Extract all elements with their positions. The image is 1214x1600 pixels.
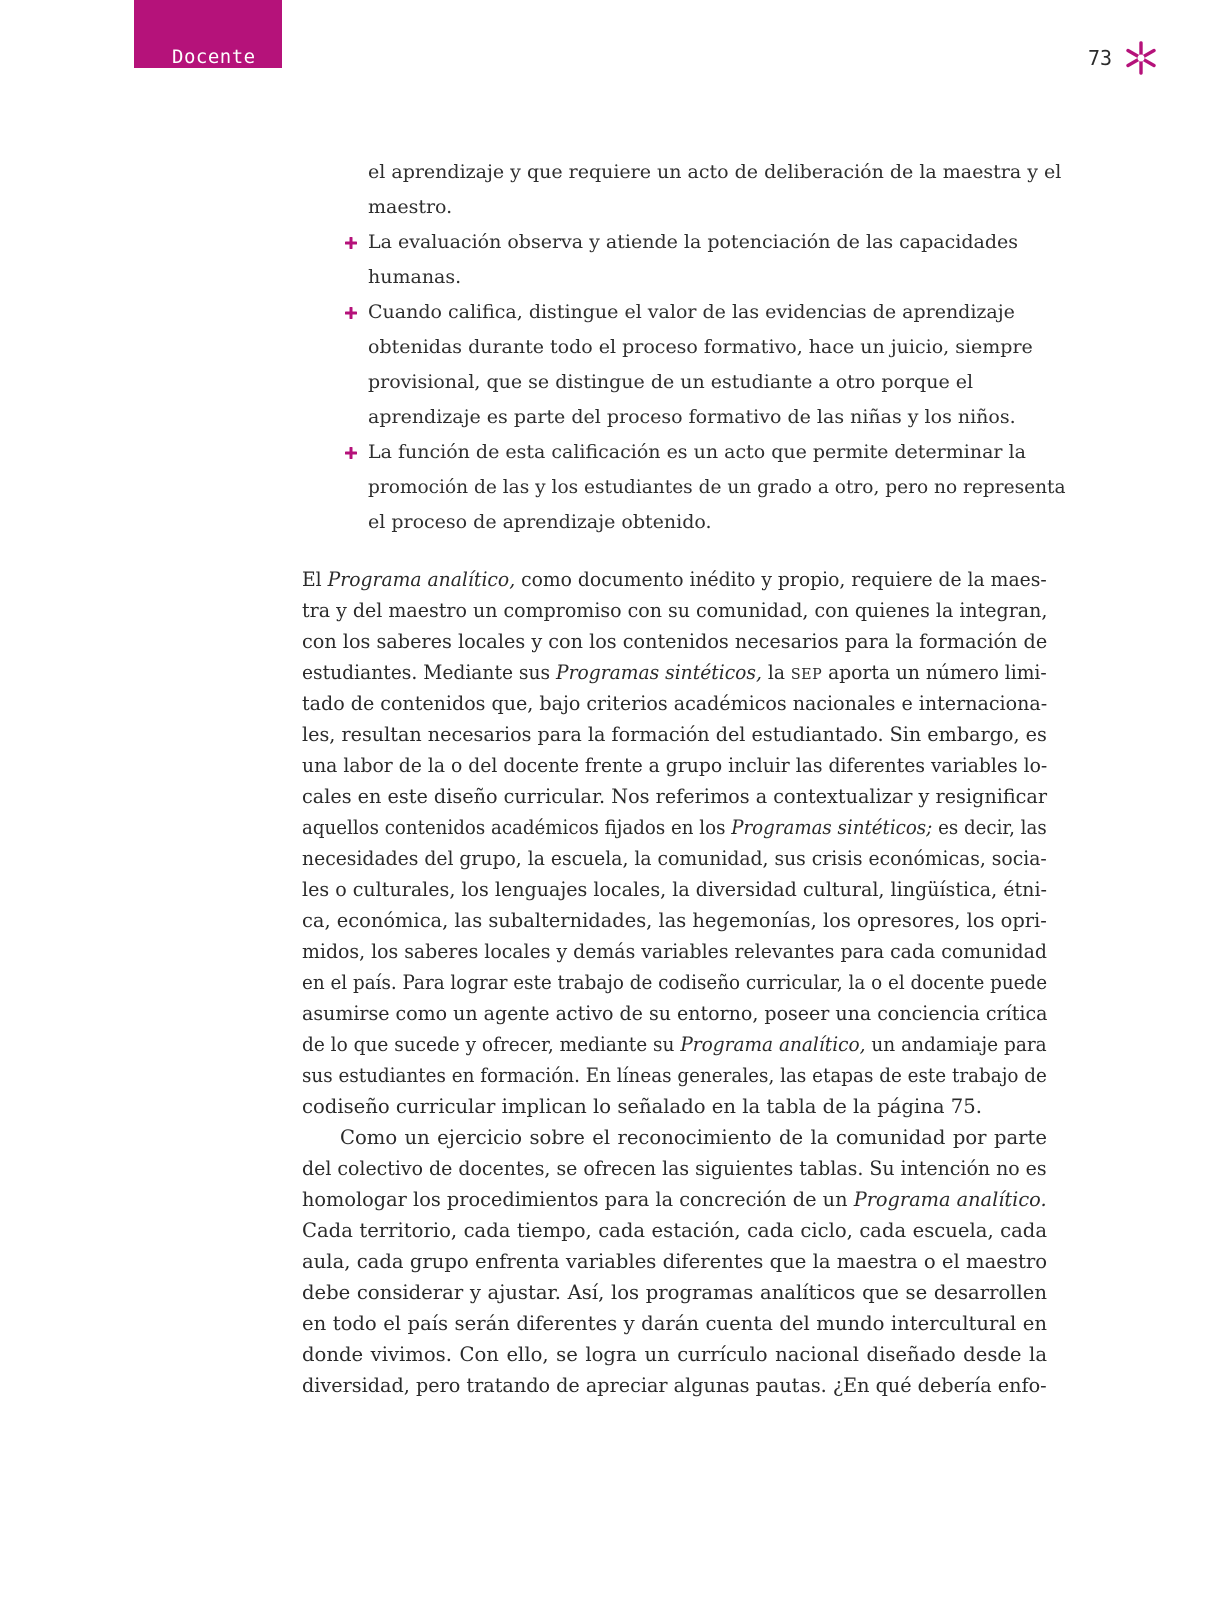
body-paragraph	[302, 564, 1047, 1122]
list-item-text: provisional, que se distingue de un estudiante a otro porque el	[368, 371, 974, 393]
list-item	[346, 225, 1066, 260]
list-item-text: Cuando califica, distingue el valor de las evidencias de aprendizaje	[368, 301, 1015, 323]
paragraph-line: cales en este diseño curricular. Nos referimos a contextualizar y resignificar	[302, 785, 1048, 808]
bullet-cross-icon	[345, 435, 359, 470]
italic-title: Programa analítico,	[327, 568, 516, 591]
list-item-text: el proceso de aprendizaje obtenido.	[368, 511, 712, 533]
paragraph-line: asumirse como un agente activo de su entorno, poseer una conciencia crítica	[302, 1002, 1048, 1025]
italic-title: Programas sintéticos,	[556, 661, 762, 684]
paragraph-line: les, resultan necesarios para la formación del estudiantado. Sin embargo, es	[302, 723, 1047, 746]
list-continuation-line: el aprendizaje y que requiere un acto de deliberación de la maestra y el	[368, 161, 1062, 183]
paragraph-line	[302, 1184, 1047, 1215]
list-item-text: La evaluación observa y atiende la potenciación de las capacidades	[368, 231, 1018, 253]
paragraph-line	[302, 564, 1047, 595]
paragraph-line: del colectivo de docentes, se ofrecen las siguientes tablas. Su intención no es	[302, 1157, 1047, 1180]
list-item-text: promoción de las y los estudiantes de un grado a otro, pero no representa	[368, 476, 1066, 498]
paragraph-line	[302, 657, 1047, 688]
list-item-text: humanas.	[368, 266, 462, 288]
list-item-text: aprendizaje es parte del proceso formativo de las niñas y los niños.	[368, 406, 1016, 428]
italic-title: Programas sintéticos;	[731, 816, 933, 839]
body-paragraph	[302, 1122, 1047, 1401]
bullet-list	[346, 155, 1066, 540]
text-run: estudiantes. Mediante sus	[302, 661, 557, 684]
text-run: homologar los procedimientos para la concreción de un	[302, 1188, 854, 1211]
paragraph-line: con los saberes locales y con los contenidos necesarios para la formación de	[302, 630, 1048, 653]
paragraph-line	[302, 1029, 1047, 1060]
paragraph-line: aula, cada grupo enfrenta variables diferentes que la maestra o el maestro	[302, 1250, 1047, 1273]
text-run: aquellos contenidos académicos fijados en los	[302, 816, 732, 839]
list-item	[346, 435, 1066, 470]
paragraph-line: diversidad, pero tratando de apreciar algunas pautas. ¿En qué debería enfo-	[302, 1374, 1047, 1397]
paragraph-line: tado de contenidos que, bajo criterios académicos nacionales e internaciona-	[302, 692, 1048, 715]
list-item-text: obtenidas durante todo el proceso formativo, hace un juicio, siempre	[368, 336, 1033, 358]
text-run: de lo que sucede y ofrecer, mediante su	[302, 1033, 681, 1056]
bullet-cross-icon	[345, 295, 359, 330]
text-run: un andamiaje para	[865, 1033, 1047, 1056]
paragraph-line: en el país. Para lograr este trabajo de codiseño curricular, la o el docente puede	[302, 971, 1048, 994]
italic-title: Programa analítico,	[680, 1033, 866, 1056]
page-number: 73	[1088, 46, 1113, 70]
paragraph-line: ca, económica, las subalternidades, las hegemonías, los opresores, los opri-	[302, 909, 1047, 932]
bullet-cross-icon	[345, 225, 359, 260]
text-run: es decir, las	[932, 816, 1047, 839]
paragraph-line: les o culturales, los lenguajes locales, la diversidad cultural, lingüística, étni-	[302, 878, 1047, 901]
text-run: aporta un número limi-	[822, 661, 1047, 684]
paragraph-line: codiseño curricular implican lo señalado en la tabla de la página 75.	[302, 1095, 982, 1118]
paragraph-line: midos, los saberes locales y demás variables relevantes para cada comunidad	[302, 940, 1047, 963]
acronym: SEP	[790, 665, 823, 683]
paragraph-line: debe considerar y ajustar. Así, los programas analíticos que se desarrollen	[302, 1281, 1047, 1304]
paragraph-line: en todo el país serán diferentes y darán cuenta del mundo intercultural en	[302, 1312, 1047, 1335]
paragraph-line: Como un ejercicio sobre el reconocimiento de la comunidad por parte	[340, 1126, 1047, 1149]
text-run: la	[761, 661, 791, 684]
section-label: Docente	[172, 46, 256, 68]
paragraph-line: una labor de la o del docente frente a grupo incluir las diferentes variables lo-	[302, 754, 1048, 777]
paragraph-line: donde vivimos. Con ello, se logra un currículo nacional diseñado desde la	[302, 1343, 1047, 1366]
paragraph-line: tra y del maestro un compromiso con su comunidad, con quienes la integran,	[302, 599, 1048, 622]
list-item-text: La función de esta calificación es un acto que permite determinar la	[368, 441, 1026, 463]
section-tab	[134, 0, 282, 68]
paragraph-line	[302, 812, 1047, 843]
paragraph-line: sus estudiantes en formación. En líneas generales, las etapas de este trabajo de	[302, 1064, 1047, 1087]
asterisk-star-icon	[1124, 41, 1158, 75]
list-item	[346, 295, 1066, 330]
list-continuation-line: maestro.	[368, 196, 453, 218]
paragraph-line: necesidades del grupo, la escuela, la comunidad, sus crisis económicas, socia-	[302, 847, 1047, 870]
text-run: El	[302, 568, 328, 591]
italic-title: Programa analítico.	[853, 1188, 1047, 1211]
text-run: como documento inédito y propio, requiere de la maes-	[515, 568, 1047, 591]
paragraph-line: Cada territorio, cada tiempo, cada estación, cada ciclo, cada escuela, cada	[302, 1219, 1047, 1242]
